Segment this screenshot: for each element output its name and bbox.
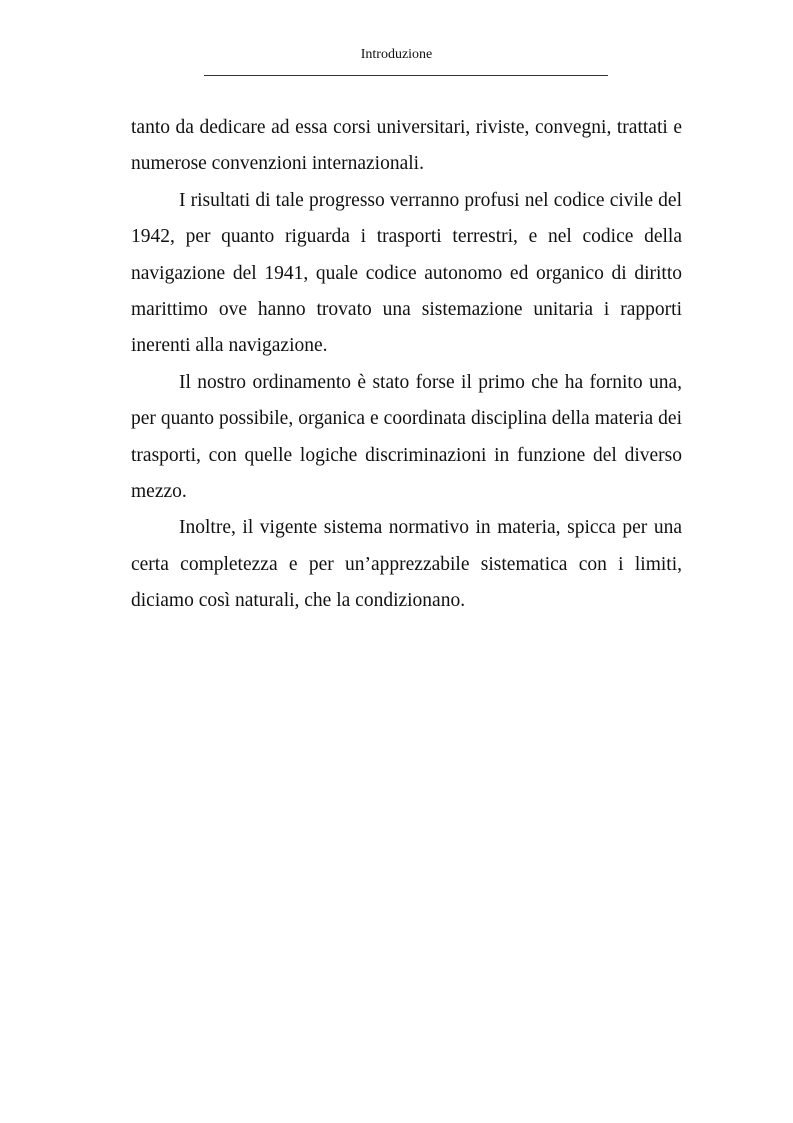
paragraph: I risultati di tale progresso verranno profusi nel codice civile del 1942, per quanto riguarda i trasporti terrestri, e nel codice della navigazione del 1941, quale codice autonomo ed organico di diritto marittimo ove hanno trovato una sistemazione unitaria i rapporti inerenti alla navigazione. xyxy=(131,189,682,357)
running-header-title: Introduzione xyxy=(360,47,433,62)
paragraph-continuation: tanto da dedicare ad essa corsi universitari, riviste, convegni, trattati e numerose convenzioni internazionali. xyxy=(131,117,682,175)
body-text xyxy=(131,110,682,620)
header-divider xyxy=(204,75,608,76)
paragraph: Inoltre, il vigente sistema normativo in materia, spicca per una certa completezza e per un’apprezzabile sistematica con i limiti, diciamo così naturali, che la condizionano. xyxy=(131,517,682,612)
paragraph: Il nostro ordinamento è stato forse il primo che ha fornito una, per quanto possibile, organica e coordinata disciplina della materia dei trasporti, con quelle logiche discriminazioni in funzione del diverso mezzo. xyxy=(131,371,682,503)
